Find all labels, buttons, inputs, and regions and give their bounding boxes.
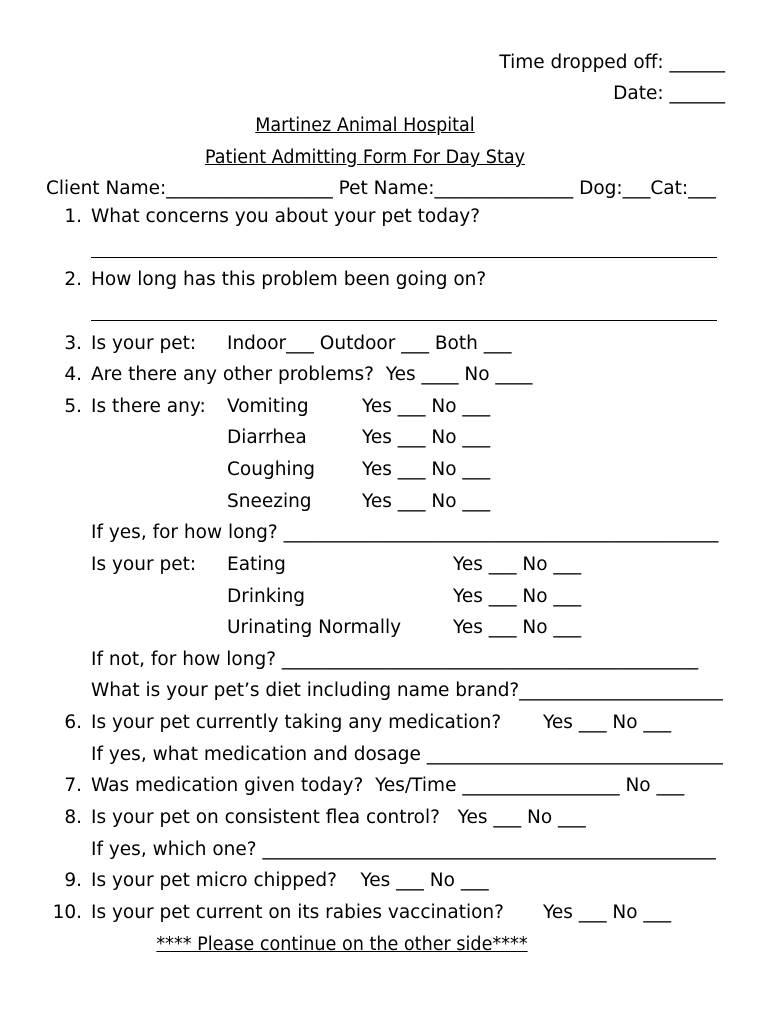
symptom-label: Diarrhea xyxy=(227,427,307,448)
q6-text: Is your pet currently taking any medication? xyxy=(91,712,502,733)
client-pet-line: Client Name:__________________ Pet Name:_______________ Dog:___Cat:___ xyxy=(46,178,716,199)
q10-text: Is your pet current on its rabies vaccination? xyxy=(91,902,504,923)
q7-number: 7. xyxy=(64,775,82,796)
q6-yes-no: Yes ___ No ___ xyxy=(543,712,672,733)
habit-yes-no: Yes ___ No ___ xyxy=(453,617,582,638)
q3-number: 3. xyxy=(64,333,82,354)
symptom-label: Vomiting xyxy=(227,396,309,417)
habit-yes-no: Yes ___ No ___ xyxy=(453,586,582,607)
q4-text: Are there any other problems? Yes ____ No ____ xyxy=(91,364,533,385)
date-field: Date: ______ xyxy=(613,83,725,104)
q1-number: 1. xyxy=(64,206,82,227)
symptom-label: Sneezing xyxy=(227,491,312,512)
q9-text: Is your pet micro chipped? Yes ___ No ___ xyxy=(91,870,489,891)
hospital-name: Martinez Animal Hospital xyxy=(255,115,475,136)
q9-number: 9. xyxy=(64,870,82,891)
q2-answer-line xyxy=(91,320,717,321)
q2-number: 2. xyxy=(64,269,82,290)
q2-text: How long has this problem been going on? xyxy=(91,269,487,290)
q5-number: 5. xyxy=(64,396,82,417)
q8-which-one: If yes, which one? _________________________________________________ xyxy=(91,839,716,860)
habit-label: Urinating Normally xyxy=(227,617,402,638)
q1-answer-line xyxy=(91,257,717,258)
q5-diet: What is your pet’s diet including name brand?______________________ xyxy=(91,680,723,701)
q10-yes-no: Yes ___ No ___ xyxy=(543,902,672,923)
q10-number: 10. xyxy=(52,902,82,923)
q3-text: Is your pet: xyxy=(91,333,197,354)
symptom-label: Coughing xyxy=(227,459,316,480)
q4-number: 4. xyxy=(64,364,82,385)
q5-is-your-pet: Is your pet: xyxy=(91,554,197,575)
habit-label: Eating xyxy=(227,554,286,575)
q6-number: 6. xyxy=(64,712,82,733)
habit-yes-no: Yes ___ No ___ xyxy=(453,554,582,575)
q5-text: Is there any: xyxy=(91,396,206,417)
habit-label: Drinking xyxy=(227,586,306,607)
q8-number: 8. xyxy=(64,807,82,828)
symptom-yes-no: Yes ___ No ___ xyxy=(362,427,491,448)
continue-note: **** Please continue on the other side**** xyxy=(156,934,528,955)
q8-text: Is your pet on consistent flea control? Yes ___ No ___ xyxy=(91,807,586,828)
q5-if-yes-duration: If yes, for how long? _______________________________________________ xyxy=(91,522,719,543)
q5-if-not-duration: If not, for how long? _____________________________________________ xyxy=(91,649,699,670)
form-title: Patient Admitting Form For Day Stay xyxy=(205,147,525,168)
q1-text: What concerns you about your pet today? xyxy=(91,206,481,227)
symptom-yes-no: Yes ___ No ___ xyxy=(362,491,491,512)
q6-medication-dosage: If yes, what medication and dosage ________________________________ xyxy=(91,744,723,765)
q7-text: Was medication given today? Yes/Time _________________ No ___ xyxy=(91,775,685,796)
q3-options: Indoor___ Outdoor ___ Both ___ xyxy=(227,333,512,354)
time-dropped-off: Time dropped off: ______ xyxy=(499,52,725,73)
symptom-yes-no: Yes ___ No ___ xyxy=(362,396,491,417)
symptom-yes-no: Yes ___ No ___ xyxy=(362,459,491,480)
